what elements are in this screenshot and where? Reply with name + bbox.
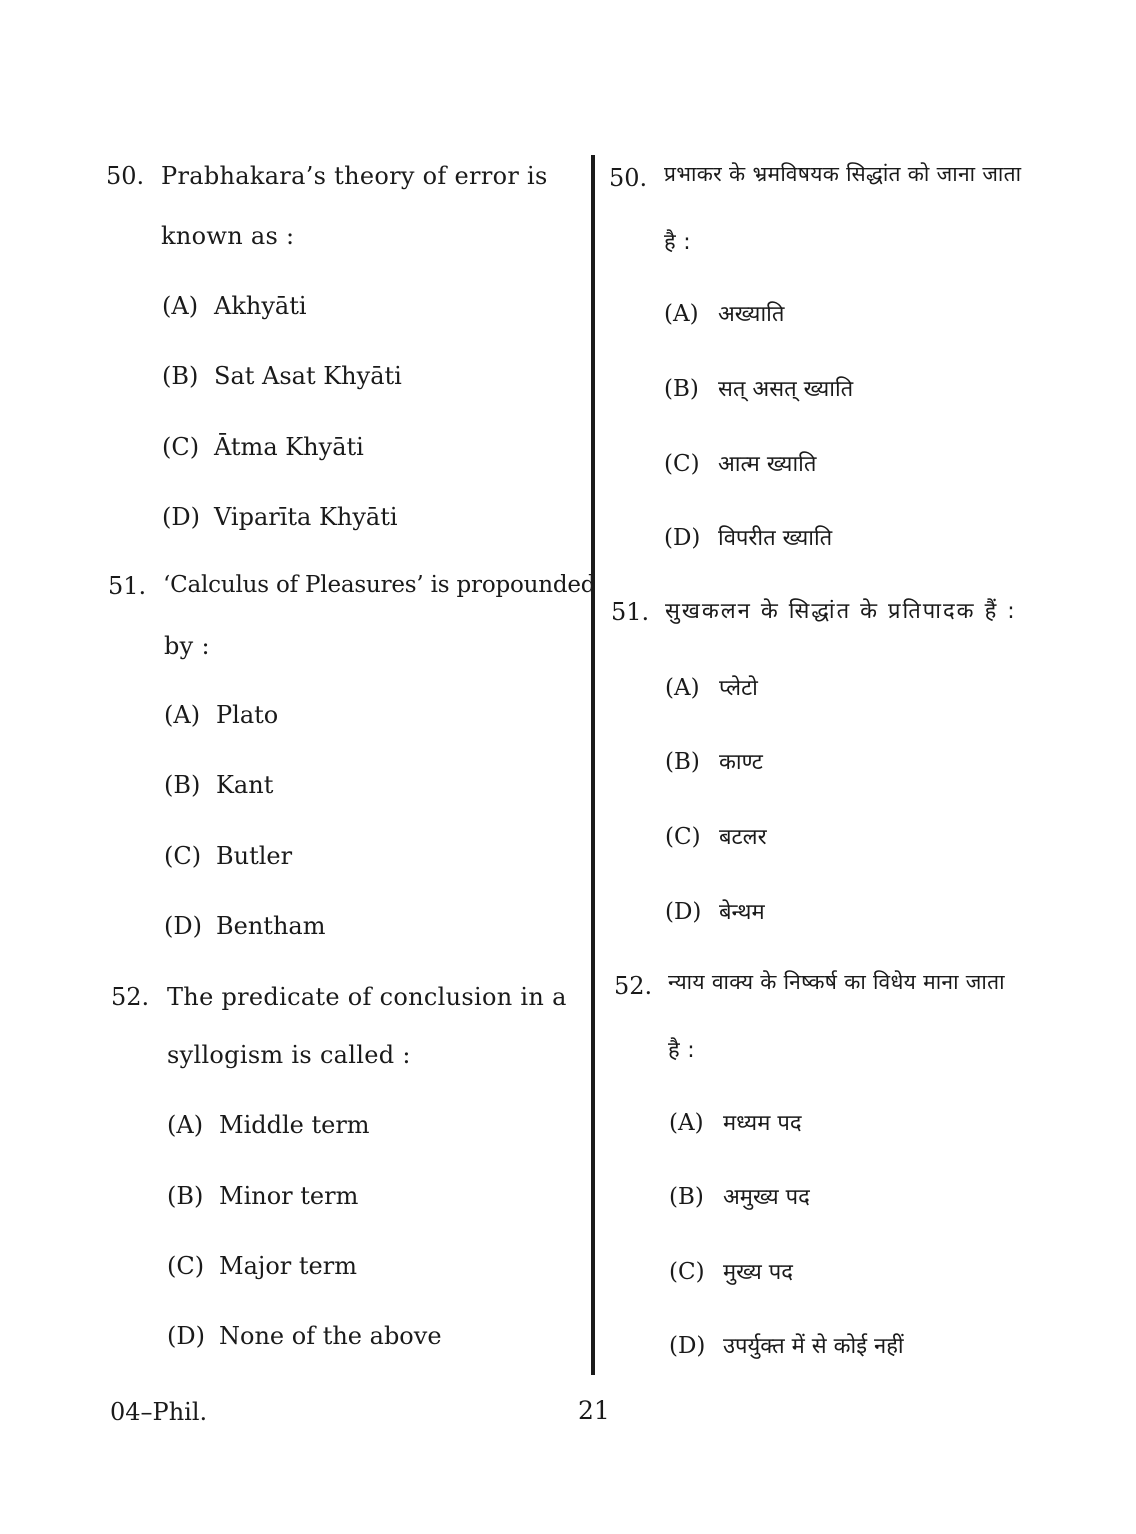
question-52-text-line2: syllogism is called : <box>167 1041 411 1069</box>
question-52-option-c: (C) Major term <box>167 1252 357 1280</box>
question-51-option-a: (A) Plato <box>164 701 279 729</box>
question-50-option-d: (D) Viparīta Khyāti <box>162 503 398 531</box>
question-50-number: 50. <box>106 162 145 190</box>
question-50-text-line2: known as : <box>161 222 295 250</box>
page-number: 21 <box>578 1396 610 1425</box>
column-divider <box>591 155 595 1375</box>
question-51-option-b: (B) Kant <box>164 771 274 799</box>
hindi-question-52-number: 52. <box>614 972 653 1000</box>
hindi-question-51-option-b: (B) काण्ट <box>665 749 763 775</box>
hindi-question-51-option-a: (A) प्लेटो <box>665 675 758 701</box>
hindi-question-52-option-c: (C) मुख्य पद <box>669 1259 793 1285</box>
question-50-text-line1: Prabhakara’s theory of error is <box>161 162 548 190</box>
hindi-question-50-text-line1: प्रभाकर के भ्रमविषयक सिद्धांत को जाना जाता <box>664 162 1022 186</box>
question-50-option-c: (C) Ātma Khyāti <box>162 433 364 461</box>
hindi-question-52-option-a: (A) मध्यम पद <box>669 1110 802 1136</box>
hindi-question-50-option-b: (B) सत् असत् ख्याति <box>664 376 854 402</box>
hindi-question-51-text-line1: सुखकलन के सिद्धांत के प्रतिपादक हैं : <box>665 599 1017 624</box>
question-52-option-a: (A) Middle term <box>167 1111 370 1139</box>
question-50-option-a: (A) Akhyāti <box>162 292 307 320</box>
question-52-option-d: (D) None of the above <box>167 1322 442 1350</box>
hindi-question-51-option-d: (D) बेन्थम <box>665 899 765 925</box>
question-51-option-d: (D) Bentham <box>164 912 326 940</box>
question-51-text-line2: by : <box>164 632 210 660</box>
hindi-question-52-option-d: (D) उपर्युक्त में से कोई नहीं <box>669 1333 904 1359</box>
question-52-number: 52. <box>111 983 150 1011</box>
question-51-text-line1: ‘Calculus of Pleasures’ is propounded <box>163 572 596 598</box>
hindi-question-50-option-a: (A) अख्याति <box>664 301 785 327</box>
question-51-option-c: (C) Butler <box>164 842 293 870</box>
question-51-number: 51. <box>108 572 147 600</box>
hindi-question-50-option-d: (D) विपरीत ख्याति <box>664 525 833 551</box>
hindi-question-52-text-line1: न्याय वाक्य के निष्कर्ष का विधेय माना जाता <box>668 970 1005 994</box>
question-50-option-b: (B) Sat Asat Khyāti <box>162 362 402 390</box>
hindi-question-51-option-c: (C) बटलर <box>665 824 767 850</box>
hindi-question-52-text-line2: है : <box>668 1038 695 1063</box>
hindi-question-52-option-b: (B) अमुख्य पद <box>669 1184 810 1210</box>
hindi-question-50-option-c: (C) आत्म ख्याति <box>664 451 817 477</box>
question-52-option-b: (B) Minor term <box>167 1182 359 1210</box>
footer-subject-code: 04–Phil. <box>110 1398 208 1426</box>
hindi-question-50-number: 50. <box>609 164 648 192</box>
hindi-question-50-text-line2: है : <box>664 230 691 255</box>
hindi-question-51-number: 51. <box>611 598 650 626</box>
question-52-text-line1: The predicate of conclusion in a <box>167 983 567 1011</box>
